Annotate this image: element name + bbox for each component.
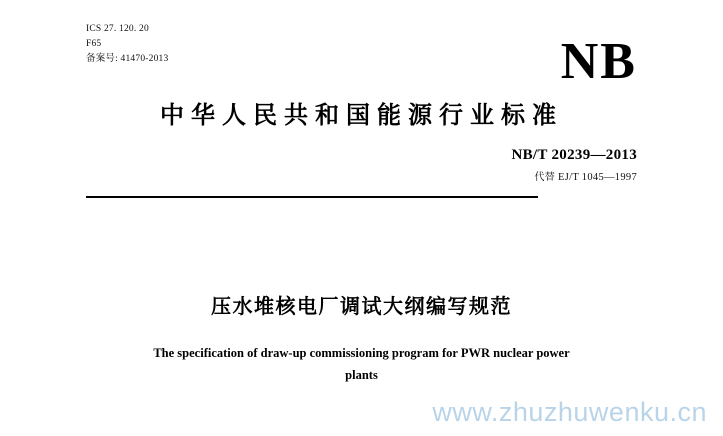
classification-code: F65	[86, 39, 102, 49]
replaces-line	[337, 168, 637, 183]
standard-number: NB/T 20239—2013	[511, 147, 637, 163]
standard-series-title: 中华人民共和国能源行业标准	[160, 101, 563, 129]
replaces-number: EJ/T 1045—1997	[558, 172, 637, 183]
standard-number-block	[337, 146, 637, 183]
document-title-english-line1: The specification of draw-up commissioning program for PWR nuclear power	[153, 346, 570, 360]
ics-code: ICS 27. 120. 20	[86, 24, 149, 34]
replaces-label: 代替	[534, 172, 556, 183]
header-code-block	[86, 22, 168, 67]
document-title-english-line2: plants	[345, 368, 378, 382]
document-title-english	[70, 342, 653, 386]
document-title-chinese: 压水堆核电厂调试大纲编写规范	[211, 294, 512, 318]
horizontal-rule	[86, 196, 538, 198]
nb-logo: NB	[560, 33, 637, 90]
record-number: 备案号: 41470-2013	[86, 54, 169, 64]
watermark: www.zhuzhuwenku.cn	[432, 397, 707, 427]
